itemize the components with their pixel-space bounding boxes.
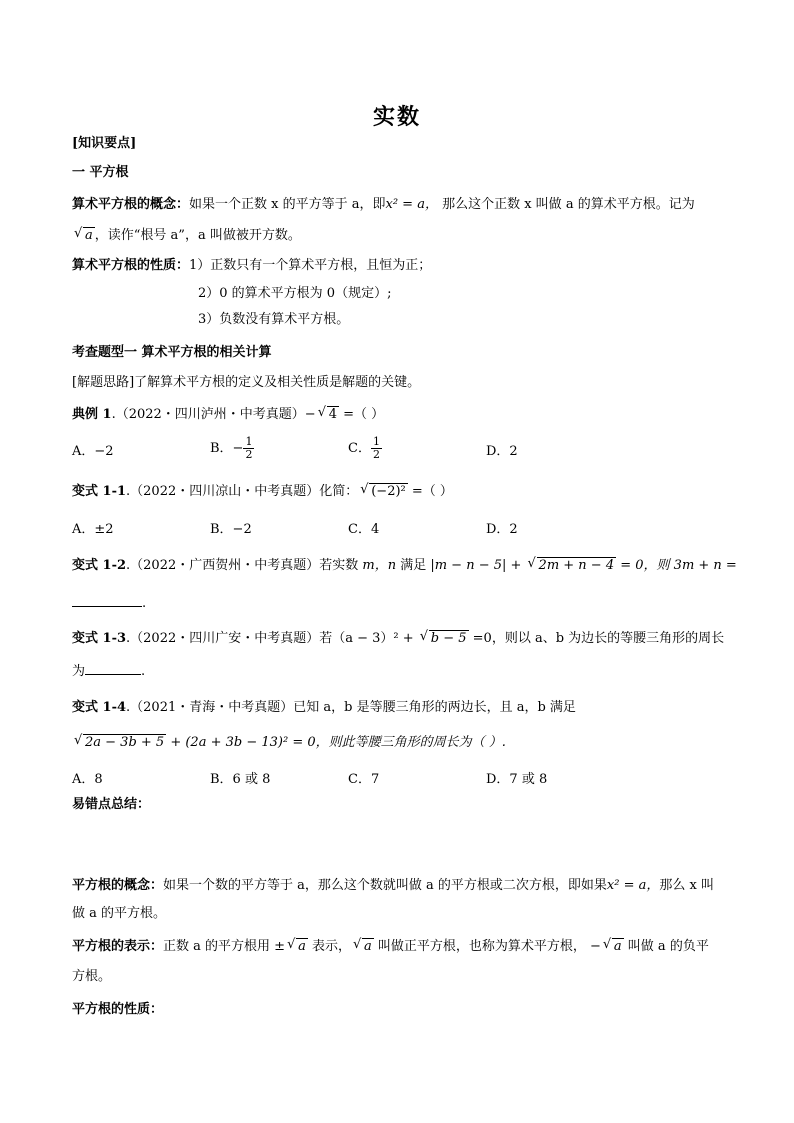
option-b: B．6 或 8 xyxy=(210,772,271,787)
sqrt-symbol: √ a xyxy=(74,226,93,243)
definition-square-root: 平方根的概念：如果一个数的平方等于 a，那么这个数就叫做 a 的平方根或二次方根，即如果x² = a，那么 x 叫 xyxy=(72,878,714,893)
representation-square-root: 平方根的表示：正数 a 的平方根用 ± √ a 表示， √ a 叫做正平方根，也称为算术平方根， − √ a 叫做 a 的负平 xyxy=(72,937,709,954)
representation-line2: 方根。 xyxy=(72,969,112,984)
option-a: A．−2 xyxy=(72,444,114,459)
option-d: D．2 xyxy=(486,522,518,537)
option-d: D．7 或 8 xyxy=(486,772,548,787)
page-title: 实数 xyxy=(372,104,421,130)
option-a: A．±2 xyxy=(72,522,114,537)
property-item-2: 2）0 的算术平方根为 0（规定）; xyxy=(198,286,392,301)
answer-blank-line[interactable]: 为 . xyxy=(72,664,146,679)
mistakes-heading: 易错点总结： xyxy=(72,797,151,812)
part-heading: 一 平方根 xyxy=(72,165,129,180)
property-arithmetic-root: 算术平方根的性质：1）正数只有一个算术平方根，且恒为正； xyxy=(72,258,432,273)
solving-hint: [解题思路]了解算术平方根的定义及相关性质是解题的关键。 xyxy=(72,375,421,390)
option-b: B．− $\frac{1}{2}$ xyxy=(210,435,253,461)
topic-heading: 考查题型一 算术平方根的相关计算 xyxy=(72,345,272,360)
property-item-3: 3）负数没有算术平方根。 xyxy=(198,312,350,327)
definition-arithmetic-root: 算术平方根的概念：如果一个正数 x 的平方等于 a，即x² = a， 那么这个正数 x 叫做 a 的算术平方根。记为 xyxy=(72,197,695,212)
variant-1-3: 变式 1-3.（2022・四川广安・中考真题）若（a − 3）² + √ b − 5 =0，则以 a、b 为边长的等腰三角形的周长 xyxy=(72,629,725,646)
option-c: C． $\frac{1}{2}$ xyxy=(348,435,380,461)
section-label: [知识要点] xyxy=(72,136,137,151)
option-d: D．2 xyxy=(486,444,518,459)
example-1: 典例 1.（2022・四川泸州・中考真题）− √ 4 =（ ） xyxy=(72,405,385,422)
variant-1-4: 变式 1-4.（2021・青海・中考真题）已知 a，b 是等腰三角形的两边长，且 a，b 满足 xyxy=(72,700,576,715)
option-c: C．4 xyxy=(348,522,380,537)
property-square-root-heading: 平方根的性质： xyxy=(72,1002,164,1017)
option-b: B．−2 xyxy=(210,522,252,537)
variant-1-1: 变式 1-1.（2022・四川凉山・中考真题）化简： √ (−2)² =（ ） xyxy=(72,482,453,499)
definition-square-root-line2: 做 a 的平方根。 xyxy=(72,906,167,921)
option-c: C．7 xyxy=(348,772,380,787)
option-a: A．8 xyxy=(72,772,103,787)
variant-1-4-expression: √ 2a − 3b + 5 + (2a + 3b − 13)² = 0，则此等腰三角形的周长为（ ）. xyxy=(74,733,506,750)
definition-arithmetic-root-line2: √ a ，读作“根号 a”，a 叫做被开方数。 xyxy=(72,226,301,246)
variant-1-2: 变式 1-2.（2022・广西贺州・中考真题）若实数 m，n 满足 |m − n − 5| + √ 2m + n − 4 = 0，则 3m + n = xyxy=(72,556,737,573)
answer-blank[interactable]: . xyxy=(72,594,146,614)
